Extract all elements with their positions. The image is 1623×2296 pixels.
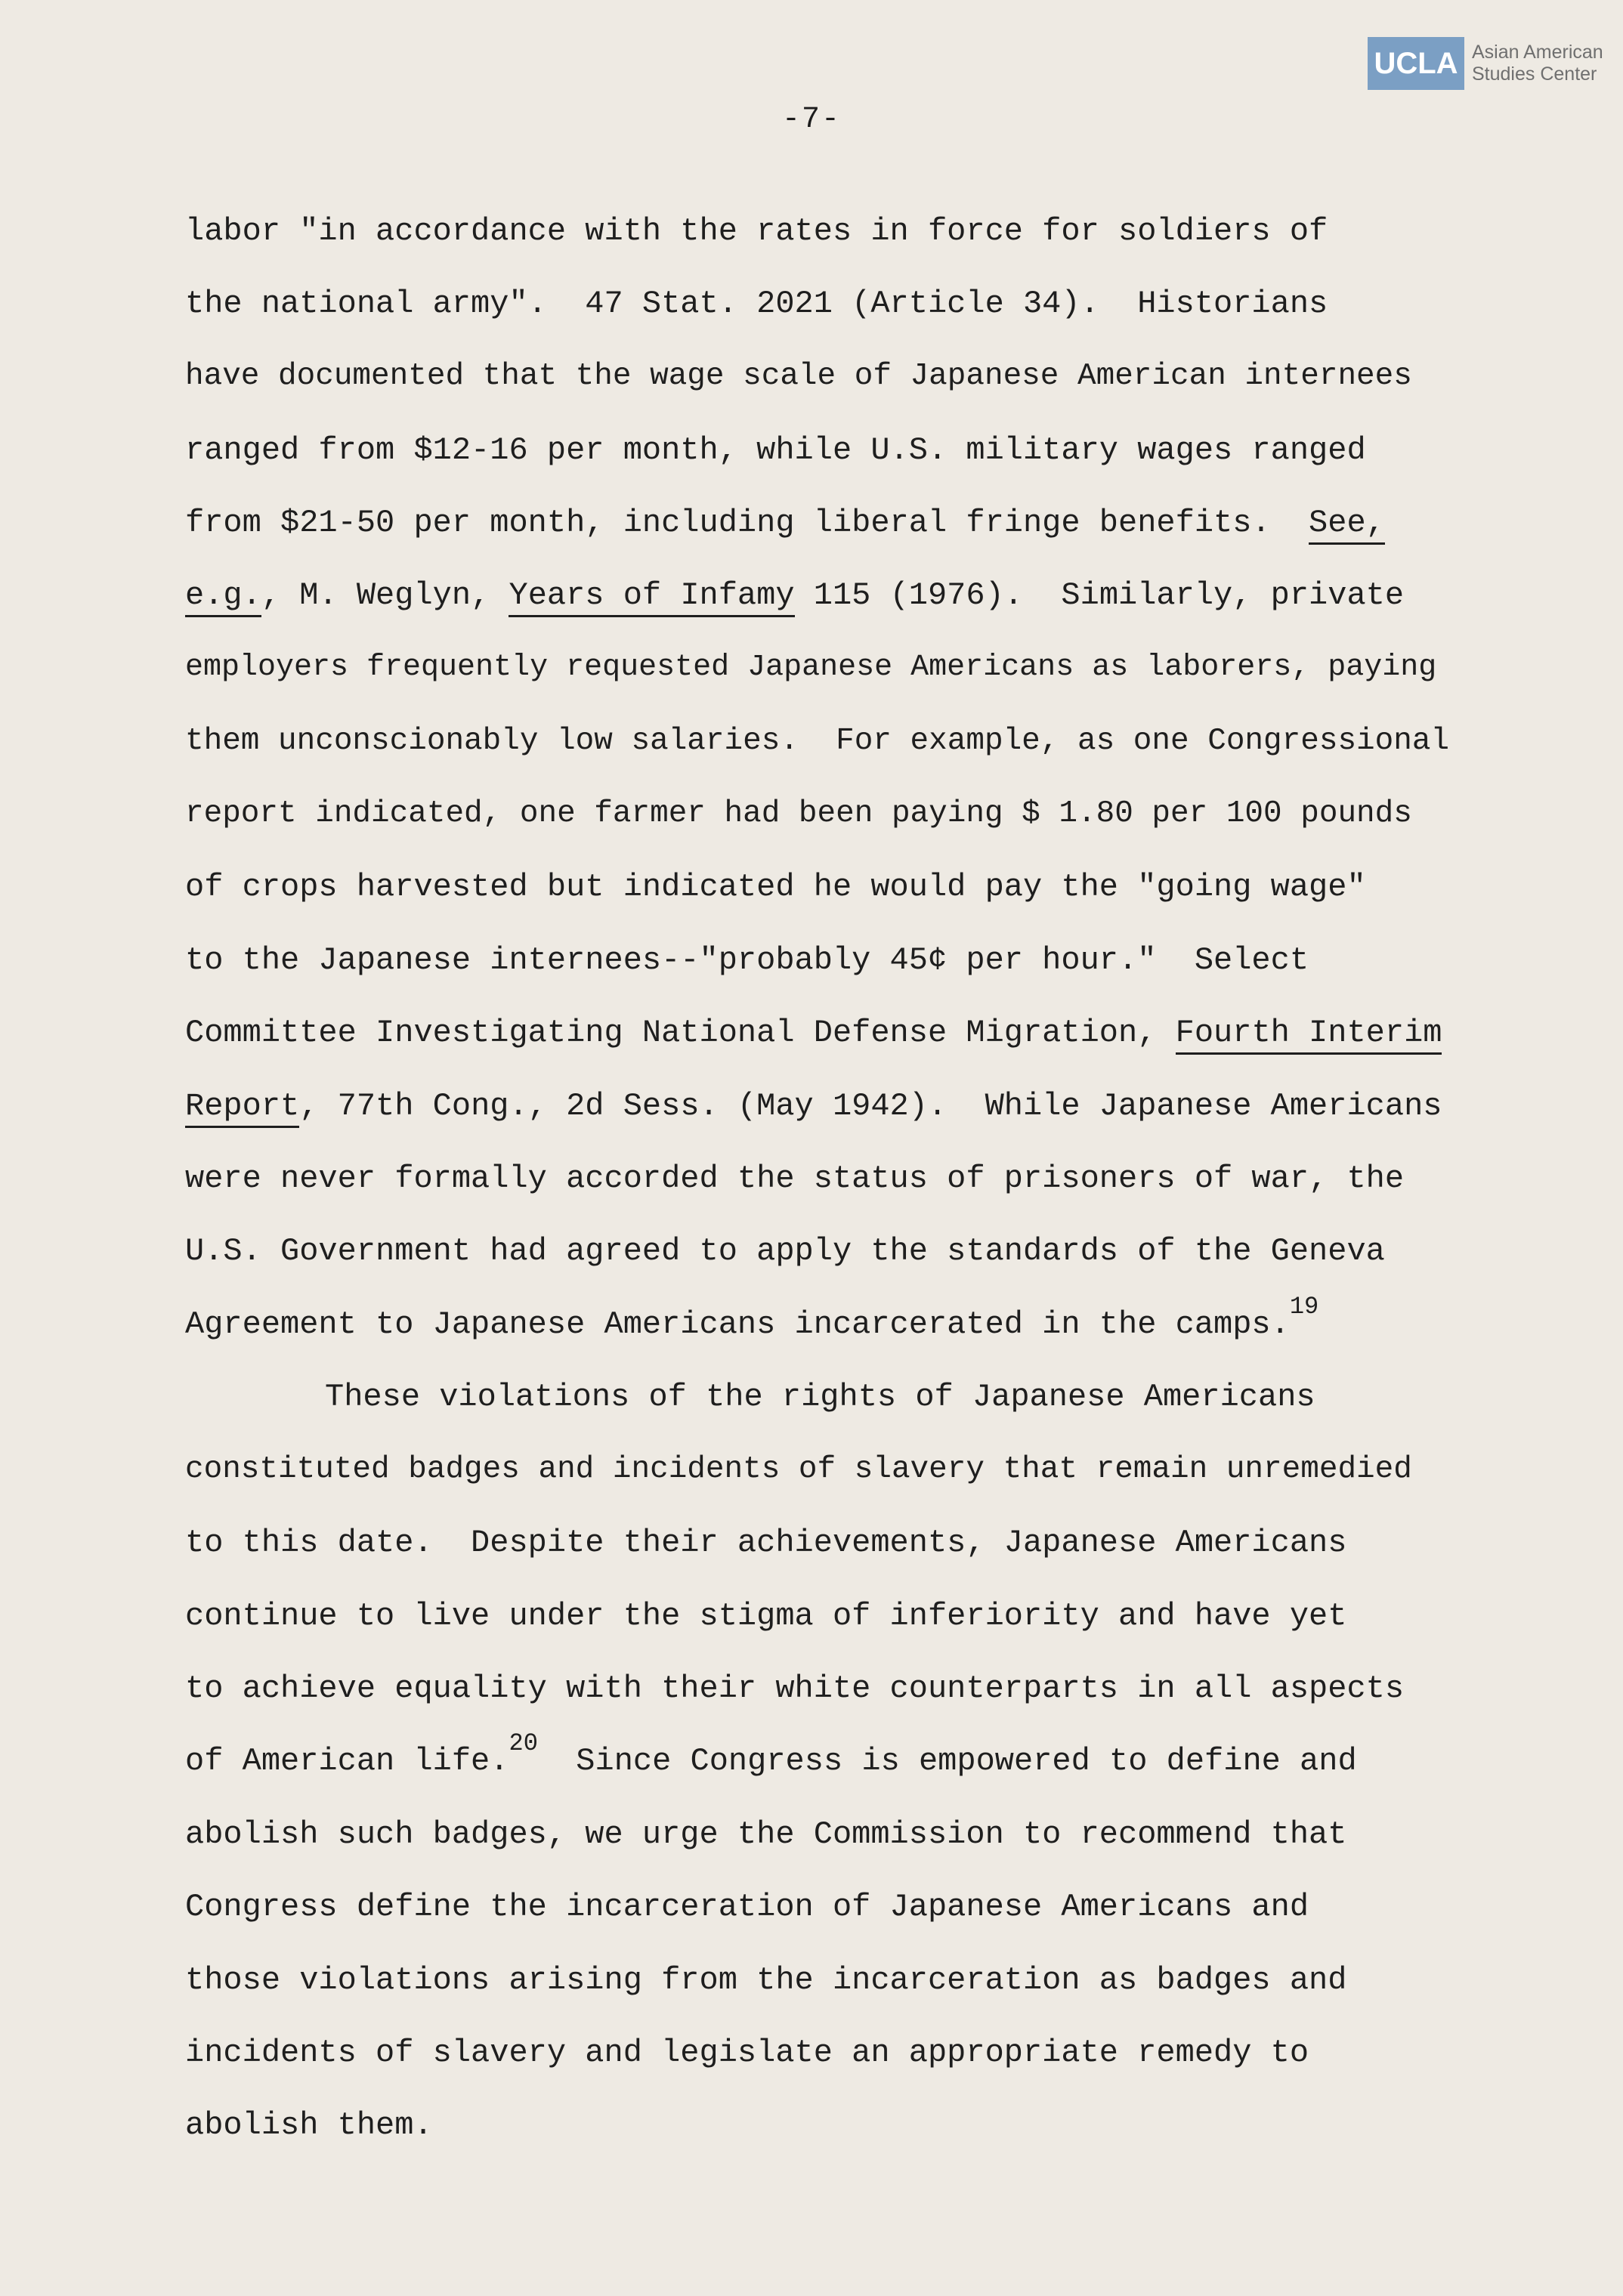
- book-title: Years of Infamy: [509, 577, 794, 617]
- text-line: incidents of slavery and legislate an appropriate remedy to: [185, 2035, 1309, 2071]
- text-segment: Committee Investigating National Defense Migration,: [185, 1015, 1176, 1051]
- logo-line-2: Studies Center: [1472, 63, 1597, 85]
- page-number: -7-: [781, 103, 841, 137]
- text-line: abolish such badges, we urge the Commission to recommend that: [185, 1816, 1347, 1853]
- text-line: employers frequently requested Japanese Americans as laborers, paying: [185, 650, 1437, 684]
- logo-line-1: Asian American: [1472, 42, 1603, 63]
- report-title: Report: [185, 1088, 299, 1128]
- text-line: to achieve equality with their white counterparts in all aspects: [185, 1670, 1405, 1707]
- text-line: continue to live under the stigma of inferiority and have yet: [185, 1598, 1347, 1634]
- text-line: them unconscionably low salaries. For example, as one Congressional: [185, 724, 1450, 759]
- text-segment: 115 (1976). Similarly, private: [794, 577, 1405, 613]
- underlined-text: e.g.: [185, 577, 261, 617]
- text-line: those violations arising from the incarceration as badges and: [185, 1962, 1347, 1998]
- text-segment: of American life.: [185, 1743, 509, 1779]
- text-line: [185, 1015, 1442, 1060]
- paragraph-start-line: These violations of the rights of Japanese Americans: [325, 1379, 1315, 1415]
- text-line: labor "in accordance with the rates in force for soldiers of: [185, 213, 1328, 249]
- text-segment: , M. Weglyn,: [261, 577, 509, 613]
- text-line: constituted badges and incidents of slavery that remain unremedied: [185, 1452, 1412, 1487]
- text-line: to the Japanese internees--"probably 45¢ per hour." Select: [185, 942, 1309, 978]
- text-line: report indicated, one farmer had been paying $ 1.80 per 100 pounds: [185, 796, 1412, 831]
- text-line: [185, 1293, 1319, 1352]
- logo-text: [1472, 42, 1603, 85]
- text-line: Congress define the incarceration of Japanese Americans and: [185, 1889, 1309, 1925]
- text-line: to this date. Despite their achievements, Japanese Americans: [185, 1525, 1347, 1561]
- ucla-logo: [1368, 36, 1609, 91]
- text-segment: Agreement to Japanese Americans incarcerated in the camps.: [185, 1306, 1290, 1343]
- text-line: ranged from $12-16 per month, while U.S. military wages ranged: [185, 432, 1366, 468]
- text-line: were never formally accorded the status of prisoners of war, the: [185, 1160, 1405, 1197]
- text-line: [185, 1729, 1357, 1788]
- text-segment: , 77th Cong., 2d Sess. (May 1942). While Japanese Americans: [299, 1088, 1442, 1124]
- report-title: Fourth Interim: [1176, 1015, 1442, 1055]
- footnote-ref: 20: [509, 1729, 538, 1757]
- text-line: of crops harvested but indicated he would pay the "going wage": [185, 869, 1366, 905]
- text-segment: Since Congress is empowered to define and: [537, 1743, 1357, 1779]
- text-line: U.S. Government had agreed to apply the standards of the Geneva: [185, 1233, 1385, 1269]
- text-line: the national army". 47 Stat. 2021 (Article 34). Historians: [185, 286, 1328, 322]
- ucla-logo-box: UCLA: [1368, 37, 1464, 90]
- text-segment: from $21-50 per month, including liberal fringe benefits.: [185, 505, 1309, 541]
- text-line: have documented that the wage scale of Japanese American internees: [185, 359, 1412, 394]
- underlined-text: See,: [1309, 505, 1385, 545]
- footnote-ref: 19: [1289, 1293, 1319, 1321]
- text-line: [185, 1088, 1442, 1133]
- text-line: abolish them.: [185, 2107, 433, 2143]
- text-line: [185, 505, 1385, 550]
- text-line: [185, 577, 1404, 623]
